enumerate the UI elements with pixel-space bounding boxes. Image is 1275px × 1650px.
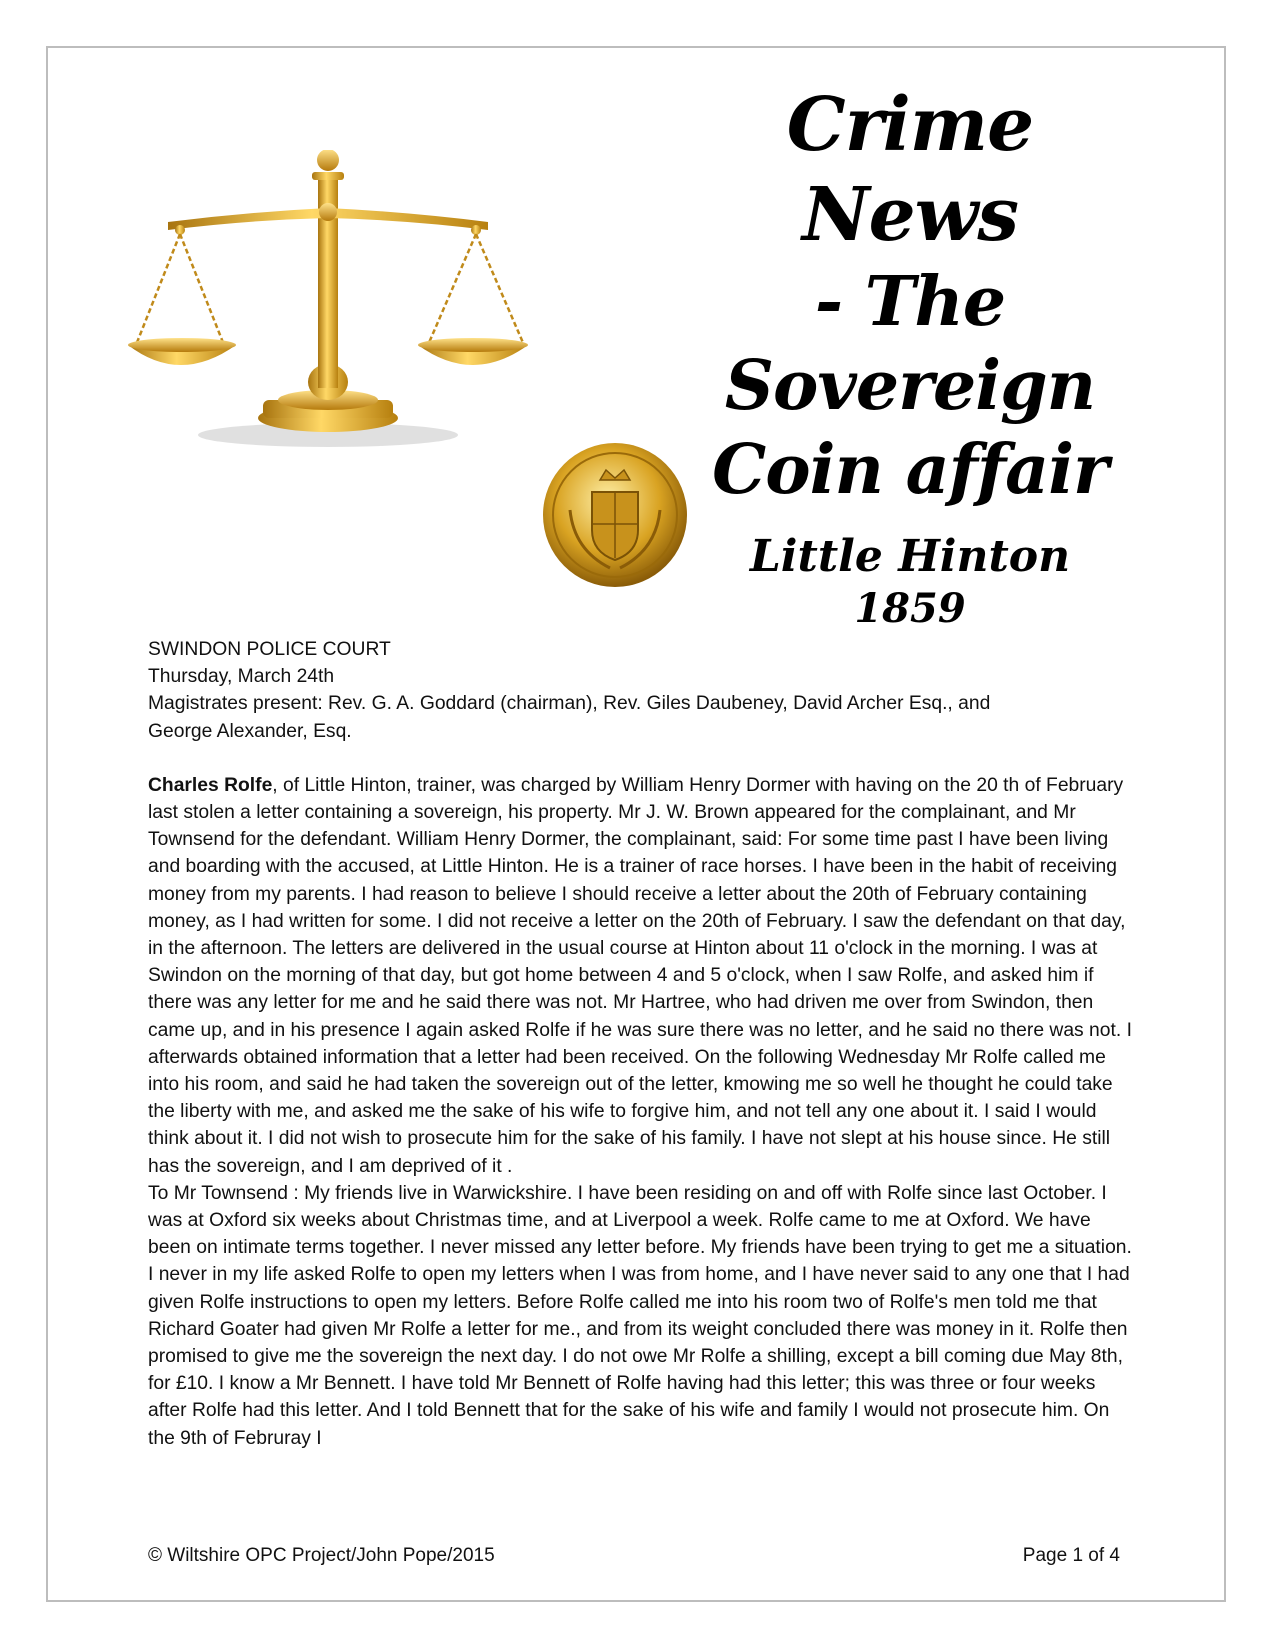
footer-copyright: © Wiltshire OPC Project/John Pope/2015 — [148, 1545, 495, 1566]
page-footer — [148, 1545, 1120, 1567]
magistrates-line-continued: George Alexander, Esq. — [148, 720, 352, 742]
title-line-news: News — [801, 172, 1019, 258]
magistrates-line: Magistrates present: Rev. G. A. Goddard (chairman), Rev. Giles Daubeney, David Archer Esq., and — [148, 693, 991, 715]
title-line-coin-affair: Coin affair — [712, 430, 1108, 510]
defendant-name: Charles Rolfe — [148, 774, 273, 796]
paragraph-charge-text: , of Little Hinton, trainer, was charged by William Henry Dormer with having on the 20 th of February last stolen a letter containing a sovereign, his property. Mr J. W. Brown appeared for the complainant, and Mr Townsend for the defendant. William Henry Dormer, the complainant, said: For some time past I have been living and boarding with the accused, at Little Hinton. He is a trainer of race horses. I have been in the habit of receiving money from my parents. I had reason to believe I should receive a letter about the 20th of February containing money, as I had written for some. I did not receive a letter on the 20th of February. I saw the defendant on that day, in the afternoon. The letters are delivered in the usual course at Hinton about 11 o'clock in the morning. I was at Swindon on the morning of that day, but got home between 4 and 5 o'clock, when I saw Rolfe, and asked him if there was any letter for me and he said there was not. Mr Hartree, who had driven me over from Swindon, then came up, and in his presence I again asked Rolfe if he was sure there was no letter, and he said no there was not. I afterwards obtained information that a letter had been received. On the following Wednesday Mr Rolfe called me into his room, and said he had taken the sovereign out of the letter, kmowing me so well he thought he could take the liberty with me, and asked me the sake of his wife to forgive him, and not tell any one about it. I said I would think about it. I did not wish to prosecute him for the sake of his family. I have not slept at his house since. He still has the sovereign, and I am deprived of it . — [148, 774, 1132, 1177]
title-line-sovereign: - The Sovereign — [724, 262, 1096, 426]
scales-of-justice-icon — [128, 150, 548, 460]
title-place: Little Hinton — [749, 531, 1071, 582]
title-year: 1859 — [854, 585, 966, 632]
footer-page-number: Page 1 of 4 — [1022, 1545, 1120, 1566]
paragraph-charge — [148, 772, 1138, 1180]
paragraph-cross-examination: To Mr Townsend : My friends live in Warwickshire. I have been residing on and off with Rolfe since last October. I was at Oxford six weeks about Christmas time, and at Liverpool a week. Rolfe came to me at Oxford. We have been on intimate terms together. I never missed any letter before. My friends have been trying to get me a situation. I never in my life asked Rolfe to open my letters when I was from home, and I have never said to any one that I had given Rolfe instructions to open my letters. Before Rolfe called me into his room two of Rolfe's men told me that Richard Goater had given Mr Rolfe a letter for me., and from its weight concluded there was money in it. Rolfe then promised to give me the sovereign the next day. I do not owe Mr Rolfe a shilling, except a bill coming due May 8th, for £10. I know a Mr Bennett. I have told Mr Bennett of Rolfe having had this letter; this was three or four weeks after Rolfe had this letter. And I told Bennett that for the sake of his wife and family I would not prosecute him. On the 9th of Februray I — [148, 1182, 1132, 1449]
court-name: SWINDON POLICE COURT — [148, 639, 391, 660]
article-body — [148, 636, 1138, 1452]
title-line-crime: Crime — [786, 82, 1034, 168]
court-date: Thursday, March 24th — [148, 666, 335, 688]
title-block — [630, 80, 1190, 634]
